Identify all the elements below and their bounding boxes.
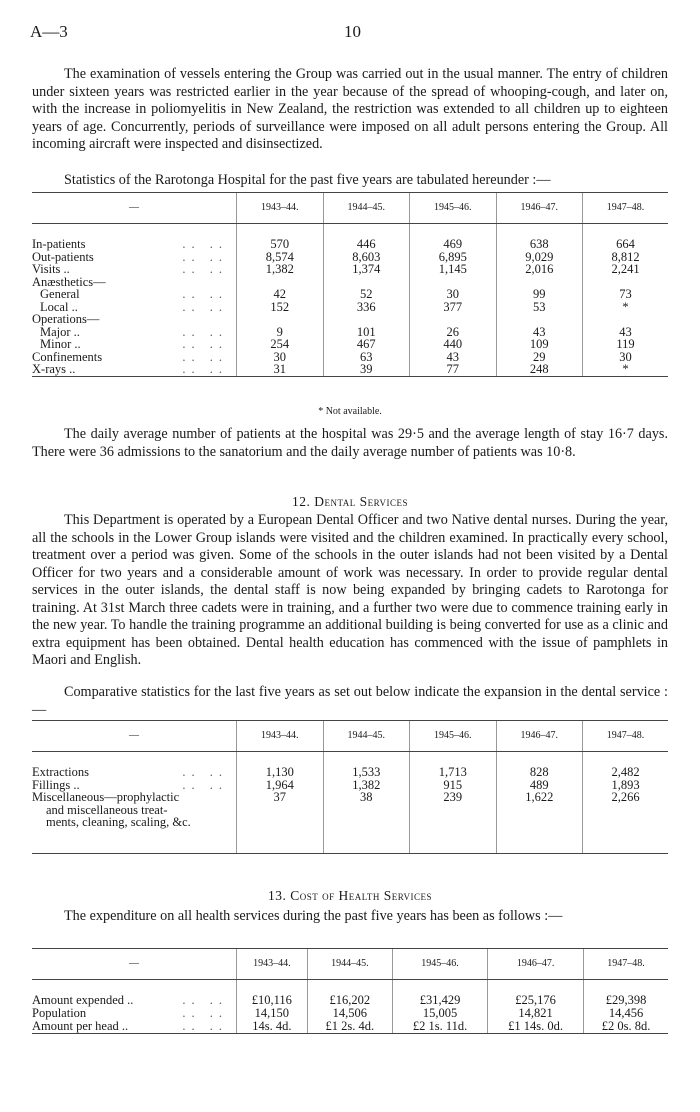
row-label: Miscellaneous—prophylactic (32, 790, 180, 804)
table-row (32, 301, 668, 314)
table-cell: 8,812 (583, 251, 669, 264)
table-cell: 31 (237, 363, 324, 376)
spacer-row (32, 224, 668, 239)
leader-dots: .. .. (182, 337, 228, 351)
row-label: Population (32, 1006, 87, 1020)
table-cell: 9 (237, 326, 324, 339)
table-cell: 152 (237, 301, 324, 314)
table-cell: 30 (410, 288, 497, 301)
table-cell: 1,374 (323, 263, 410, 276)
table-cell: 39 (323, 363, 410, 376)
table-cell: £31,429 (392, 994, 487, 1007)
row-label: General (40, 287, 80, 301)
table-cell: 43 (410, 351, 497, 364)
column-header-year: 1945–46. (410, 721, 497, 752)
table-cell: 119 (583, 338, 669, 351)
table-cell: £16,202 (307, 994, 392, 1007)
table-cell: * (583, 301, 669, 314)
paragraph-dental-services: This Department is operated by a European Dental Officer and two Native dental nurses. During the year, all the schools in the Lower Group islands were visited and the children examined. In practically every school, treatment over a period was given. Some of the schools in the outer islands had not been visited by a Dental Officer for two years and a considerable amount of work was necessary. In order to provide regular dental services in the outer islands, the dental staff is now being expanded by bringing cadets to Rarotonga for training. At 31st March three cadets were in training, and a further two were due to commence training early in the new year. To handle the training programme an additional building is being converted for use as a clinic and extra equipment has been obtained. Dental health education has commenced with the issue of pamphlets in Maori and English. (32, 512, 668, 668)
column-header-year: 1946–47. (488, 949, 584, 980)
row-label: Confinements (32, 349, 103, 364)
column-header-year: 1946–47. (496, 721, 583, 752)
table-header-row (32, 949, 668, 980)
table-cell (496, 816, 583, 853)
table-row (32, 363, 668, 376)
cost-statistics-table (32, 948, 668, 1034)
row-label-cell (32, 313, 237, 326)
table-row (32, 766, 668, 779)
header-dash: — (32, 949, 237, 980)
table-cell (583, 804, 669, 817)
table-cell: 638 (496, 238, 583, 251)
leader-dots: .. .. (182, 777, 228, 792)
heading-cost-health-services: 13. Cost of Health Services (267, 888, 433, 903)
table-cell: 469 (410, 238, 497, 251)
table-row (32, 288, 668, 301)
table-cell: £2 1s. 11d. (392, 1020, 487, 1034)
table-cell (410, 313, 497, 326)
row-label: Visits .. (32, 262, 70, 276)
header-dash: — (32, 193, 237, 224)
table-row (32, 338, 668, 351)
footnote-not-available: * Not available. (318, 406, 382, 417)
spacer-cell (307, 980, 392, 995)
table-cell: 30 (583, 351, 669, 364)
row-label-cell (32, 363, 237, 376)
table-cell: 77 (410, 363, 497, 376)
paragraph-daily-average: The daily average number of patients at the hospital was 29·5 and the average length of stay 16·7 days. There were 36 admissions to the sanatorium and the daily average number of patients was 10·8. (32, 426, 668, 460)
leader-dots: .. .. (182, 287, 228, 301)
table-cell: 1,533 (323, 766, 410, 779)
spacer-cell (32, 980, 237, 995)
leader-dots: .. .. (182, 1006, 228, 1020)
row-label: In-patients (32, 237, 86, 251)
leader-dots: .. .. (182, 349, 228, 364)
paragraph-hospital-intro: Statistics of the Rarotonga Hospital for the past five years are tabulated hereunder :— (64, 172, 551, 188)
paragraph-dental-comparison: Comparative statistics for the last five years as set out below indicate the expansion in the dental service :— (32, 684, 668, 718)
spacer-cell (496, 752, 583, 767)
row-label-cell (32, 288, 237, 301)
table-cell: 1,964 (237, 779, 324, 792)
column-header-year: 1947–48. (583, 193, 669, 224)
column-header-year: 1947–48. (583, 721, 669, 752)
row-label: Minor .. (40, 337, 81, 351)
spacer-cell (488, 980, 584, 995)
table-cell: 377 (410, 301, 497, 314)
table-cell: 15,005 (392, 1007, 487, 1020)
table-row (32, 791, 668, 804)
row-label-cell (32, 791, 237, 804)
column-header-year: 1943–44. (237, 949, 308, 980)
table-cell: 8,574 (237, 251, 324, 264)
table-cell: 73 (583, 288, 669, 301)
table-cell: 43 (496, 326, 583, 339)
table-cell: 254 (237, 338, 324, 351)
table-cell: 440 (410, 338, 497, 351)
table-cell: 1,382 (323, 779, 410, 792)
table-cell: 915 (410, 779, 497, 792)
table-cell: 1,382 (237, 263, 324, 276)
table-cell: 30 (237, 351, 324, 364)
table-cell: 336 (323, 301, 410, 314)
table-row (32, 238, 668, 251)
table-cell (496, 804, 583, 817)
spacer-cell (583, 224, 669, 239)
column-header-year: 1945–46. (392, 949, 487, 980)
table-cell: 248 (496, 363, 583, 376)
table-cell (583, 816, 669, 853)
table-header-row (32, 193, 668, 224)
table-cell: 2,266 (583, 791, 669, 804)
table-cell: 446 (323, 238, 410, 251)
table-row (32, 326, 668, 339)
table-cell (237, 313, 324, 326)
spacer-cell (392, 980, 487, 995)
table-cell: 1,713 (410, 766, 497, 779)
row-label: Fillings .. (32, 777, 80, 792)
table-row (32, 263, 668, 276)
page-header (26, 22, 674, 46)
table-cell: 489 (496, 779, 583, 792)
table-cell: 570 (237, 238, 324, 251)
table-cell (237, 804, 324, 817)
row-label: Major .. (40, 324, 80, 339)
table-cell: 467 (323, 338, 410, 351)
table-cell (237, 816, 324, 853)
row-label: Amount expended .. (32, 993, 134, 1007)
spacer-cell (32, 752, 237, 767)
table-cell: 1,893 (583, 779, 669, 792)
table-cell: 53 (496, 301, 583, 314)
table-cell: £10,116 (237, 994, 308, 1007)
table-cell: 109 (496, 338, 583, 351)
table-cell: 664 (583, 238, 669, 251)
leader-dots: .. .. (182, 765, 228, 779)
leader-dots: .. .. (182, 237, 228, 251)
table-cell: 1,145 (410, 263, 497, 276)
table-row (32, 1020, 668, 1034)
table-cell: 99 (496, 288, 583, 301)
spacer-cell (237, 224, 324, 239)
spacer-cell (410, 224, 497, 239)
table-cell: 6,895 (410, 251, 497, 264)
table-cell (323, 804, 410, 817)
table-cell: 1,622 (496, 791, 583, 804)
table-cell: 14s. 4d. (237, 1020, 308, 1034)
table-cell: 1,130 (237, 766, 324, 779)
leader-dots: .. .. (182, 362, 228, 376)
table-cell: £25,176 (488, 994, 584, 1007)
row-label-cell (32, 816, 237, 853)
column-header-year: 1947–48. (584, 949, 668, 980)
table-cell: 14,506 (307, 1007, 392, 1020)
dental-statistics-table (32, 720, 668, 854)
spacer-cell (410, 752, 497, 767)
table-row (32, 351, 668, 364)
table-cell: 38 (323, 791, 410, 804)
row-label: Anæsthetics— (32, 274, 106, 289)
row-label: Extractions (32, 765, 89, 779)
table-cell: 14,150 (237, 1007, 308, 1020)
row-label: Operations— (32, 312, 100, 326)
spacer-row (32, 980, 668, 995)
table-cell: 52 (323, 288, 410, 301)
leader-dots: .. .. (182, 1019, 228, 1033)
table-cell: 37 (237, 791, 324, 804)
table-row (32, 276, 668, 289)
table-cell: * (583, 363, 669, 376)
table-cell: £2 0s. 8d. (584, 1020, 668, 1034)
report-code: A—3 (30, 22, 68, 41)
spacer-cell (32, 224, 237, 239)
column-header-year: 1944–45. (323, 721, 410, 752)
column-header-year: 1945–46. (410, 193, 497, 224)
spacer-cell (583, 752, 669, 767)
column-header-year: 1946–47. (496, 193, 583, 224)
row-label-cell (32, 1020, 237, 1034)
row-label: Amount per head .. (32, 1019, 129, 1033)
table-cell (323, 313, 410, 326)
heading-dental-services: 12. Dental Services (292, 494, 408, 509)
table-cell: 14,821 (488, 1007, 584, 1020)
spacer-row (32, 752, 668, 767)
table-cell (410, 804, 497, 817)
hospital-statistics-table (32, 192, 668, 377)
table-row (32, 313, 668, 326)
spacer-cell (237, 980, 308, 995)
table-cell (496, 313, 583, 326)
table-cell: 828 (496, 766, 583, 779)
table-row (32, 816, 668, 853)
spacer-cell (496, 224, 583, 239)
leader-dots: .. .. (182, 249, 228, 264)
table-cell: 8,603 (323, 251, 410, 264)
row-label: ments, cleaning, scaling, &c. (46, 815, 191, 829)
row-label: Local .. (40, 299, 78, 314)
table-cell: 101 (323, 326, 410, 339)
table-cell: 9,029 (496, 251, 583, 264)
page-number: 10 (344, 22, 361, 41)
spacer-cell (584, 980, 668, 995)
table-cell (323, 816, 410, 853)
table-cell: £29,398 (584, 994, 668, 1007)
column-header-year: 1944–45. (323, 193, 410, 224)
table-cell: 63 (323, 351, 410, 364)
table-cell (583, 313, 669, 326)
paragraph-vessel-examination: The examination of vessels entering the Group was carried out in the usual manner. The entry of children under sixteen years was restricted earlier in the year because of the spread of whooping-cough, and later on, with the increase in poliomyelitis in New Zealand, the restriction was extended to all children up to eighteen years of age. Concurrently, periods of surveillance were imposed on all adult persons entering the Group. All incoming aircraft were inspected and disinsectized. (32, 66, 668, 152)
table-header-row (32, 721, 668, 752)
table-cell: 2,016 (496, 263, 583, 276)
paragraph-expenditure: The expenditure on all health services during the past five years has been as follows :— (64, 908, 563, 924)
row-label: and miscellaneous treat- (46, 802, 168, 817)
table-cell: 14,456 (584, 1007, 668, 1020)
table-cell: 43 (583, 326, 669, 339)
spacer-cell (237, 752, 324, 767)
header-dash: — (32, 721, 237, 752)
table-cell: £1 14s. 0d. (488, 1020, 584, 1034)
row-label: X-rays .. (32, 362, 76, 376)
leader-dots: .. .. (182, 299, 228, 314)
table-cell: £1 2s. 4d. (307, 1020, 392, 1034)
column-header-year: 1943–44. (237, 721, 324, 752)
spacer-cell (323, 752, 410, 767)
table-cell: 26 (410, 326, 497, 339)
table-cell: 42 (237, 288, 324, 301)
leader-dots: .. .. (182, 324, 228, 339)
table-row (32, 251, 668, 264)
leader-dots: .. .. (182, 993, 228, 1007)
column-header-year: 1943–44. (237, 193, 324, 224)
leader-dots: .. .. (182, 262, 228, 276)
row-label: Out-patients (32, 249, 94, 264)
table-cell: 29 (496, 351, 583, 364)
table-cell: 2,241 (583, 263, 669, 276)
table-cell: 2,482 (583, 766, 669, 779)
table-cell: 239 (410, 791, 497, 804)
spacer-cell (323, 224, 410, 239)
table-cell (410, 816, 497, 853)
column-header-year: 1944–45. (307, 949, 392, 980)
